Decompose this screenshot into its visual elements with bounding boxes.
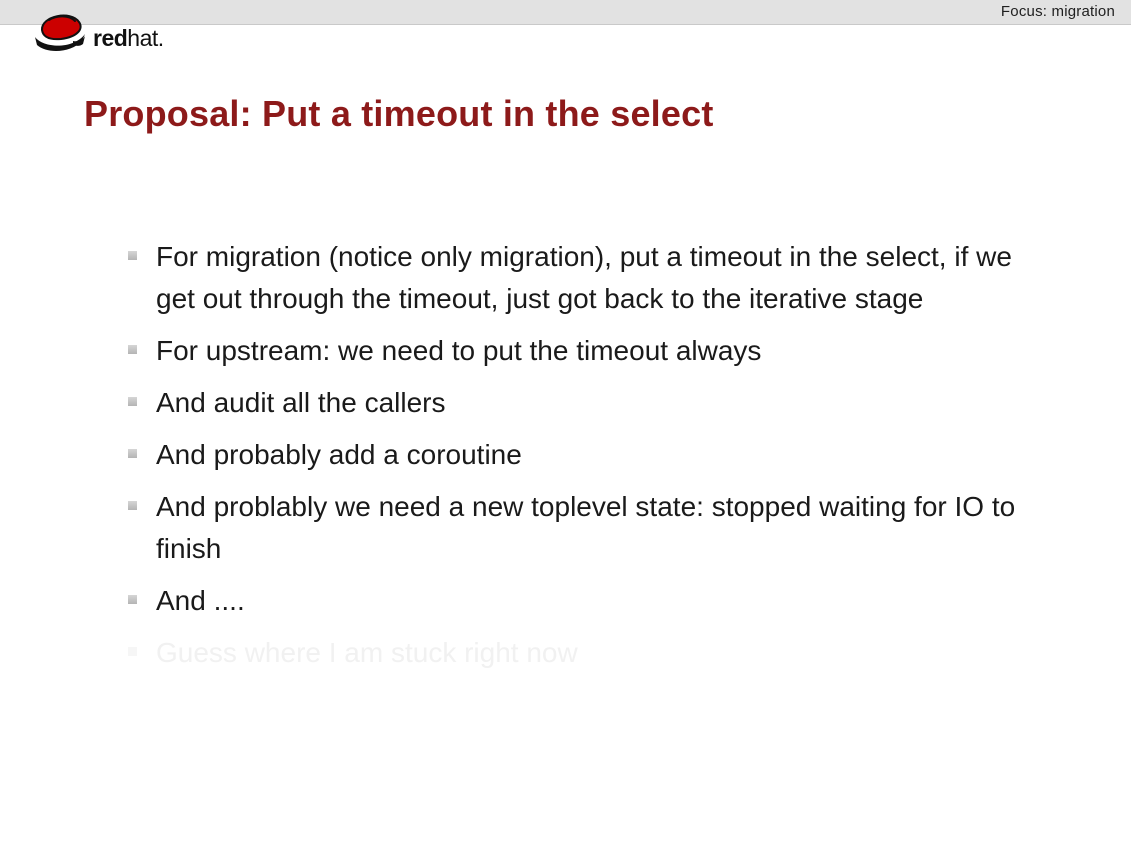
redhat-fedora-icon [33, 8, 87, 54]
bullet-square-icon [128, 449, 137, 458]
bullet-text: For migration (notice only migration), put a timeout in the select, if we get out through the timeout, just got back to the iterative stage [156, 241, 1012, 314]
list-item [128, 580, 1018, 622]
slide-title: Proposal: Put a timeout in the select [84, 93, 714, 134]
logo-wordmark [93, 25, 164, 52]
list-item [128, 434, 1018, 476]
bullet-text: Guess where I am stuck right now [156, 637, 578, 668]
logo-text-hat: hat. [127, 25, 164, 51]
list-item [128, 330, 1018, 372]
bullet-text: For upstream: we need to put the timeout always [156, 335, 762, 366]
bullet-text: And audit all the callers [156, 387, 446, 418]
list-item [128, 486, 1018, 570]
bullet-square-icon [128, 397, 137, 406]
header-band [0, 0, 1131, 25]
bullet-square-icon [128, 501, 137, 510]
bullet-text: And probably add a coroutine [156, 439, 522, 470]
focus-label: Focus: migration [1000, 3, 1115, 20]
bullet-text: And problably we need a new toplevel state: stopped waiting for IO to finish [156, 491, 1016, 564]
bullet-text: And .... [156, 585, 245, 616]
bullet-square-icon [128, 647, 137, 656]
bullet-square-icon [128, 345, 137, 354]
list-item [128, 236, 1018, 320]
bullet-list [128, 236, 1018, 684]
logo-text-red: red [93, 25, 128, 51]
redhat-logo [33, 8, 164, 54]
list-item [128, 382, 1018, 424]
bullet-square-icon [128, 251, 137, 260]
list-item-faded [128, 632, 1018, 674]
bullet-square-icon [128, 595, 137, 604]
